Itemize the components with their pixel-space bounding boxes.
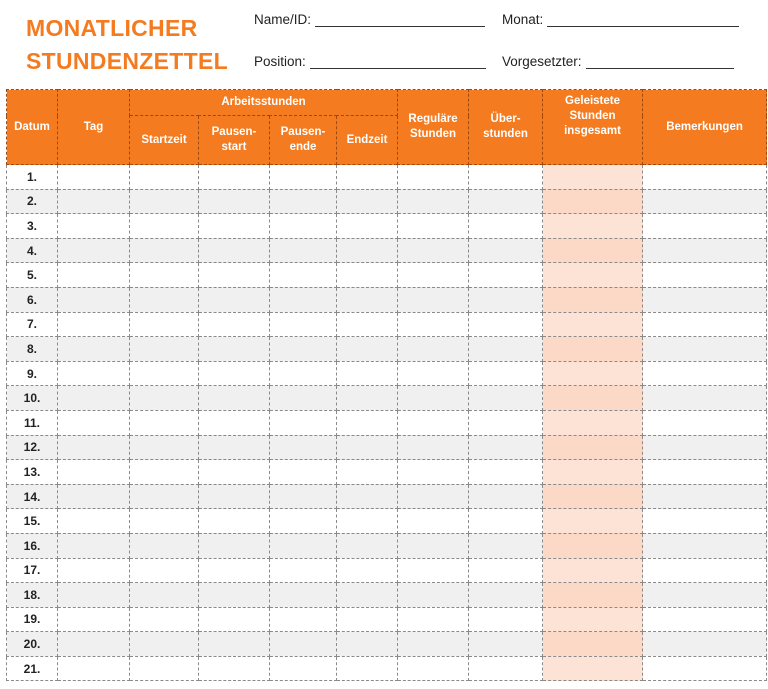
cell-bemerkungen[interactable]	[643, 607, 767, 632]
cell-pausenstart[interactable]	[199, 435, 270, 460]
header-regulaere-stunden	[398, 90, 469, 165]
cell-endzeit[interactable]	[337, 533, 398, 558]
cell-tag[interactable]	[58, 509, 130, 534]
cell-geleistete-stunden[interactable]	[543, 509, 643, 534]
cell-tag[interactable]	[58, 583, 130, 608]
cell-geleistete-stunden[interactable]	[543, 238, 643, 263]
cell-geleistete-stunden[interactable]	[543, 337, 643, 362]
cell-pausenstart[interactable]	[199, 214, 270, 239]
cell-pausenstart[interactable]	[199, 361, 270, 386]
cell-geleistete-stunden[interactable]	[543, 533, 643, 558]
cell-pausenende[interactable]	[270, 410, 337, 435]
cell-regulaere-stunden[interactable]	[398, 435, 469, 460]
cell-endzeit[interactable]	[337, 509, 398, 534]
cell-tag[interactable]	[58, 533, 130, 558]
cell-pausenende[interactable]	[270, 238, 337, 263]
cell-bemerkungen[interactable]	[643, 632, 767, 657]
cell-tag[interactable]	[58, 189, 130, 214]
cell-pausenstart[interactable]	[199, 558, 270, 583]
cell-pausenende[interactable]	[270, 558, 337, 583]
cell-ueberstunden[interactable]	[469, 656, 543, 681]
cell-pausenstart[interactable]	[199, 238, 270, 263]
cell-tag[interactable]	[58, 656, 130, 681]
cell-regulaere-stunden[interactable]	[398, 484, 469, 509]
cell-startzeit[interactable]	[130, 656, 199, 681]
cell-endzeit[interactable]	[337, 361, 398, 386]
row-date-label: 7.	[7, 312, 58, 337]
cell-startzeit[interactable]	[130, 361, 199, 386]
header-geleistete-line-3: insgesamt	[564, 125, 621, 137]
cell-tag[interactable]	[58, 607, 130, 632]
row-date-label: 1.	[7, 165, 58, 190]
cell-regulaere-stunden[interactable]	[398, 410, 469, 435]
row-date-label: 19.	[7, 607, 58, 632]
cell-geleistete-stunden[interactable]	[543, 214, 643, 239]
cell-bemerkungen[interactable]	[643, 533, 767, 558]
cell-regulaere-stunden[interactable]	[398, 583, 469, 608]
row-date-label: 12.	[7, 435, 58, 460]
cell-pausenstart[interactable]	[199, 386, 270, 411]
cell-ueberstunden[interactable]	[469, 607, 543, 632]
cell-pausenende[interactable]	[270, 337, 337, 362]
cell-startzeit[interactable]	[130, 337, 199, 362]
cell-regulaere-stunden[interactable]	[398, 337, 469, 362]
header-pausenstart-line-1: Pausen-	[211, 126, 257, 138]
cell-startzeit[interactable]	[130, 214, 199, 239]
cell-startzeit[interactable]	[130, 312, 199, 337]
cell-tag[interactable]	[58, 263, 130, 288]
cell-pausenstart[interactable]	[199, 312, 270, 337]
header-geleistete-stunden	[543, 90, 643, 165]
table-row	[7, 361, 767, 386]
position-field[interactable]	[254, 54, 486, 69]
title-line-2: STUNDENZETTEL	[26, 48, 228, 74]
cell-ueberstunden[interactable]	[469, 558, 543, 583]
row-date-label: 4.	[7, 238, 58, 263]
cell-regulaere-stunden[interactable]	[398, 238, 469, 263]
cell-pausenende[interactable]	[270, 656, 337, 681]
table-row	[7, 583, 767, 608]
header-startzeit: Startzeit	[130, 116, 199, 165]
cell-regulaere-stunden[interactable]	[398, 287, 469, 312]
cell-endzeit[interactable]	[337, 558, 398, 583]
cell-regulaere-stunden[interactable]	[398, 214, 469, 239]
cell-regulaere-stunden[interactable]	[398, 533, 469, 558]
header-ueber-line-1: Über-	[490, 113, 521, 125]
table-row	[7, 386, 767, 411]
row-date-label: 20.	[7, 632, 58, 657]
cell-geleistete-stunden[interactable]	[543, 263, 643, 288]
cell-startzeit[interactable]	[130, 558, 199, 583]
header-pausenende	[270, 116, 337, 165]
cell-startzeit[interactable]	[130, 583, 199, 608]
cell-pausenende[interactable]	[270, 533, 337, 558]
row-date-label: 13.	[7, 460, 58, 485]
cell-pausenstart[interactable]	[199, 263, 270, 288]
header-datum: Datum	[7, 90, 58, 165]
cell-bemerkungen[interactable]	[643, 238, 767, 263]
table-row	[7, 263, 767, 288]
cell-startzeit[interactable]	[130, 533, 199, 558]
cell-geleistete-stunden[interactable]	[543, 607, 643, 632]
cell-regulaere-stunden[interactable]	[398, 263, 469, 288]
document-title	[26, 12, 228, 78]
cell-startzeit[interactable]	[130, 435, 199, 460]
cell-endzeit[interactable]	[337, 238, 398, 263]
row-date-label: 5.	[7, 263, 58, 288]
cell-endzeit[interactable]	[337, 165, 398, 190]
position-blank-line[interactable]	[310, 54, 486, 69]
cell-startzeit[interactable]	[130, 460, 199, 485]
cell-endzeit[interactable]	[337, 583, 398, 608]
cell-geleistete-stunden[interactable]	[543, 165, 643, 190]
cell-pausenende[interactable]	[270, 583, 337, 608]
cell-regulaere-stunden[interactable]	[398, 312, 469, 337]
cell-regulaere-stunden[interactable]	[398, 386, 469, 411]
cell-ueberstunden[interactable]	[469, 410, 543, 435]
cell-geleistete-stunden[interactable]	[543, 287, 643, 312]
cell-endzeit[interactable]	[337, 263, 398, 288]
table-row	[7, 533, 767, 558]
table-row	[7, 337, 767, 362]
cell-regulaere-stunden[interactable]	[398, 607, 469, 632]
vorgesetzter-blank-line[interactable]	[586, 54, 734, 69]
cell-geleistete-stunden[interactable]	[543, 484, 643, 509]
cell-endzeit[interactable]	[337, 189, 398, 214]
table-row	[7, 509, 767, 534]
cell-regulaere-stunden[interactable]	[398, 460, 469, 485]
cell-pausenende[interactable]	[270, 632, 337, 657]
header-bemerkungen: Bemerkungen	[643, 90, 767, 165]
cell-ueberstunden[interactable]	[469, 632, 543, 657]
cell-regulaere-stunden[interactable]	[398, 165, 469, 190]
cell-endzeit[interactable]	[337, 656, 398, 681]
cell-startzeit[interactable]	[130, 386, 199, 411]
cell-pausenstart[interactable]	[199, 607, 270, 632]
cell-ueberstunden[interactable]	[469, 337, 543, 362]
cell-endzeit[interactable]	[337, 410, 398, 435]
cell-pausenstart[interactable]	[199, 583, 270, 608]
cell-ueberstunden[interactable]	[469, 214, 543, 239]
vorgesetzter-label: Vorgesetzter:	[502, 54, 582, 69]
cell-pausenstart[interactable]	[199, 632, 270, 657]
table-row	[7, 410, 767, 435]
table-row	[7, 435, 767, 460]
cell-pausenende[interactable]	[270, 214, 337, 239]
cell-pausenende[interactable]	[270, 460, 337, 485]
cell-tag[interactable]	[58, 386, 130, 411]
cell-startzeit[interactable]	[130, 509, 199, 534]
vorgesetzter-field[interactable]	[502, 54, 734, 69]
table-row	[7, 214, 767, 239]
cell-pausenstart[interactable]	[199, 410, 270, 435]
cell-tag[interactable]	[58, 435, 130, 460]
cell-regulaere-stunden[interactable]	[398, 361, 469, 386]
cell-pausenende[interactable]	[270, 312, 337, 337]
cell-tag[interactable]	[58, 287, 130, 312]
cell-bemerkungen[interactable]	[643, 214, 767, 239]
cell-ueberstunden[interactable]	[469, 361, 543, 386]
cell-pausenende[interactable]	[270, 435, 337, 460]
cell-tag[interactable]	[58, 410, 130, 435]
table-row	[7, 312, 767, 337]
cell-geleistete-stunden[interactable]	[543, 386, 643, 411]
cell-tag[interactable]	[58, 312, 130, 337]
cell-regulaere-stunden[interactable]	[398, 632, 469, 657]
cell-bemerkungen[interactable]	[643, 509, 767, 534]
header-regulaere-line-2: Stunden	[410, 128, 457, 140]
cell-pausenstart[interactable]	[199, 337, 270, 362]
table-row	[7, 607, 767, 632]
cell-pausenstart[interactable]	[199, 656, 270, 681]
cell-endzeit[interactable]	[337, 484, 398, 509]
header-geleistete-line-2: Stunden	[569, 110, 616, 122]
cell-ueberstunden[interactable]	[469, 312, 543, 337]
cell-ueberstunden[interactable]	[469, 165, 543, 190]
row-date-label: 17.	[7, 558, 58, 583]
cell-bemerkungen[interactable]	[643, 337, 767, 362]
cell-startzeit[interactable]	[130, 484, 199, 509]
cell-ueberstunden[interactable]	[469, 583, 543, 608]
cell-tag[interactable]	[58, 632, 130, 657]
cell-startzeit[interactable]	[130, 287, 199, 312]
table-row	[7, 558, 767, 583]
cell-ueberstunden[interactable]	[469, 386, 543, 411]
cell-endzeit[interactable]	[337, 632, 398, 657]
timesheet-rows	[7, 165, 767, 681]
row-date-label: 21.	[7, 656, 58, 681]
row-date-label: 16.	[7, 533, 58, 558]
cell-bemerkungen[interactable]	[643, 583, 767, 608]
cell-ueberstunden[interactable]	[469, 238, 543, 263]
name-id-field[interactable]	[254, 12, 485, 27]
cell-geleistete-stunden[interactable]	[543, 558, 643, 583]
cell-regulaere-stunden[interactable]	[398, 558, 469, 583]
cell-startzeit[interactable]	[130, 263, 199, 288]
cell-bemerkungen[interactable]	[643, 410, 767, 435]
header-arbeitsstunden: Arbeitsstunden	[130, 90, 398, 116]
cell-geleistete-stunden[interactable]	[543, 632, 643, 657]
cell-geleistete-stunden[interactable]	[543, 435, 643, 460]
cell-bemerkungen[interactable]	[643, 312, 767, 337]
row-date-label: 6.	[7, 287, 58, 312]
cell-ueberstunden[interactable]	[469, 509, 543, 534]
table-row	[7, 656, 767, 681]
header-ueberstunden	[469, 90, 543, 165]
cell-pausenende[interactable]	[270, 386, 337, 411]
table-row	[7, 484, 767, 509]
cell-tag[interactable]	[58, 361, 130, 386]
cell-bemerkungen[interactable]	[643, 165, 767, 190]
cell-pausenende[interactable]	[270, 287, 337, 312]
cell-tag[interactable]	[58, 484, 130, 509]
cell-geleistete-stunden[interactable]	[543, 312, 643, 337]
cell-bemerkungen[interactable]	[643, 558, 767, 583]
cell-tag[interactable]	[58, 238, 130, 263]
cell-endzeit[interactable]	[337, 214, 398, 239]
title-line-1: MONATLICHER	[26, 15, 198, 41]
cell-regulaere-stunden[interactable]	[398, 656, 469, 681]
cell-ueberstunden[interactable]	[469, 189, 543, 214]
cell-endzeit[interactable]	[337, 386, 398, 411]
cell-pausenstart[interactable]	[199, 484, 270, 509]
monat-field[interactable]	[502, 12, 739, 27]
header-regulaere-line-1: Reguläre	[408, 113, 458, 125]
cell-pausenende[interactable]	[270, 361, 337, 386]
header-pausenende-line-1: Pausen-	[280, 126, 326, 138]
cell-endzeit[interactable]	[337, 435, 398, 460]
cell-geleistete-stunden[interactable]	[543, 460, 643, 485]
cell-pausenende[interactable]	[270, 484, 337, 509]
cell-bemerkungen[interactable]	[643, 460, 767, 485]
cell-geleistete-stunden[interactable]	[543, 583, 643, 608]
cell-pausenstart[interactable]	[199, 287, 270, 312]
row-date-label: 15.	[7, 509, 58, 534]
cell-pausenstart[interactable]	[199, 533, 270, 558]
cell-endzeit[interactable]	[337, 607, 398, 632]
cell-startzeit[interactable]	[130, 607, 199, 632]
cell-bemerkungen[interactable]	[643, 484, 767, 509]
header-tag: Tag	[58, 90, 130, 165]
cell-startzeit[interactable]	[130, 165, 199, 190]
row-date-label: 3.	[7, 214, 58, 239]
cell-geleistete-stunden[interactable]	[543, 189, 643, 214]
row-date-label: 11.	[7, 410, 58, 435]
cell-bemerkungen[interactable]	[643, 287, 767, 312]
table-row	[7, 632, 767, 657]
cell-tag[interactable]	[58, 558, 130, 583]
cell-bemerkungen[interactable]	[643, 263, 767, 288]
cell-endzeit[interactable]	[337, 460, 398, 485]
cell-bemerkungen[interactable]	[643, 435, 767, 460]
cell-bemerkungen[interactable]	[643, 361, 767, 386]
cell-startzeit[interactable]	[130, 238, 199, 263]
cell-startzeit[interactable]	[130, 410, 199, 435]
name-id-blank-line[interactable]	[315, 12, 485, 27]
position-label: Position:	[254, 54, 306, 69]
table-row	[7, 165, 767, 190]
cell-geleistete-stunden[interactable]	[543, 410, 643, 435]
cell-tag[interactable]	[58, 460, 130, 485]
cell-ueberstunden[interactable]	[469, 484, 543, 509]
cell-tag[interactable]	[58, 214, 130, 239]
table-row	[7, 460, 767, 485]
cell-startzeit[interactable]	[130, 189, 199, 214]
cell-bemerkungen[interactable]	[643, 386, 767, 411]
cell-pausenende[interactable]	[270, 189, 337, 214]
cell-endzeit[interactable]	[337, 337, 398, 362]
table-row	[7, 238, 767, 263]
row-date-label: 9.	[7, 361, 58, 386]
cell-pausenende[interactable]	[270, 607, 337, 632]
cell-geleistete-stunden[interactable]	[543, 361, 643, 386]
cell-pausenende[interactable]	[270, 263, 337, 288]
header-pausenstart	[199, 116, 270, 165]
header-endzeit: Endzeit	[337, 116, 398, 165]
header-geleistete-line-1: Geleistete	[565, 95, 621, 107]
cell-geleistete-stunden[interactable]	[543, 656, 643, 681]
header-ueber-line-2: stunden	[483, 128, 528, 140]
cell-ueberstunden[interactable]	[469, 263, 543, 288]
cell-bemerkungen[interactable]	[643, 189, 767, 214]
cell-ueberstunden[interactable]	[469, 533, 543, 558]
cell-pausenende[interactable]	[270, 165, 337, 190]
cell-ueberstunden[interactable]	[469, 460, 543, 485]
row-date-label: 14.	[7, 484, 58, 509]
cell-bemerkungen[interactable]	[643, 656, 767, 681]
name-id-label: Name/ID:	[254, 12, 312, 27]
cell-regulaere-stunden[interactable]	[398, 189, 469, 214]
header-pausenende-line-2: ende	[289, 141, 317, 153]
cell-tag[interactable]	[58, 165, 130, 190]
cell-pausenstart[interactable]	[199, 189, 270, 214]
cell-ueberstunden[interactable]	[469, 435, 543, 460]
cell-endzeit[interactable]	[337, 287, 398, 312]
cell-pausenstart[interactable]	[199, 165, 270, 190]
row-date-label: 8.	[7, 337, 58, 362]
row-date-label: 18.	[7, 583, 58, 608]
cell-pausenstart[interactable]	[199, 509, 270, 534]
row-date-label: 10.	[7, 386, 58, 411]
cell-ueberstunden[interactable]	[469, 287, 543, 312]
timesheet-table	[6, 89, 767, 681]
cell-endzeit[interactable]	[337, 312, 398, 337]
table-row	[7, 189, 767, 214]
cell-tag[interactable]	[58, 337, 130, 362]
cell-regulaere-stunden[interactable]	[398, 509, 469, 534]
cell-startzeit[interactable]	[130, 632, 199, 657]
monat-label: Monat:	[502, 12, 544, 27]
table-row	[7, 287, 767, 312]
cell-pausenstart[interactable]	[199, 460, 270, 485]
row-date-label: 2.	[7, 189, 58, 214]
monat-blank-line[interactable]	[547, 12, 739, 27]
cell-pausenende[interactable]	[270, 509, 337, 534]
header-pausenstart-line-2: start	[221, 141, 247, 153]
